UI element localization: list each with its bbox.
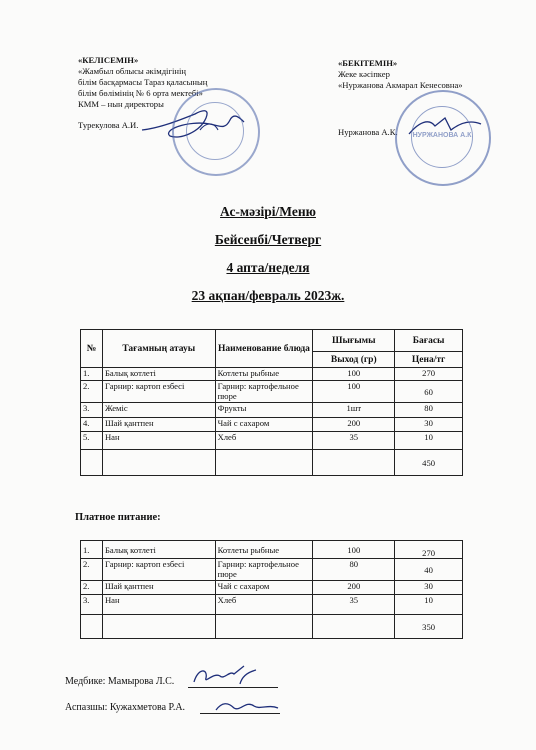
row-price: 80 <box>395 403 463 418</box>
approval-right-signer: Нуржанова А.К. <box>338 127 398 137</box>
approval-right-heading: «БЕКІТЕМІН» <box>338 58 398 68</box>
row-price: 270 <box>395 368 463 381</box>
row-name-ru: Чай с сахаром <box>215 418 313 432</box>
cook-signature <box>212 696 282 716</box>
approval-left-line: КММ – нын директоры <box>78 99 164 109</box>
total-price: 450 <box>395 450 463 476</box>
row-num: 2. <box>81 559 103 581</box>
total-price: 350 <box>395 615 463 639</box>
day-title: Бейсенбі/Четверг <box>214 232 322 247</box>
row-name-ru: Котлеты рыбные <box>215 541 313 559</box>
row-price: 30 <box>395 581 463 595</box>
table-row <box>81 559 463 581</box>
row-output: 35 <box>313 432 395 450</box>
nurse-label: Медбике: Мамырова Л.С. <box>65 676 175 687</box>
row-name-kz: Нан <box>102 595 215 615</box>
week-title: 4 апта/неделя <box>226 260 310 275</box>
row-price: 270 <box>395 541 463 559</box>
col-output-sub-header: Выход (гр) <box>313 352 395 368</box>
row-name-kz: Шай қантпен <box>102 581 215 595</box>
table-row <box>81 403 463 418</box>
total-row <box>81 450 463 476</box>
row-num: 3. <box>81 403 103 418</box>
row-name-kz: Гарнир: картоп езбесі <box>102 559 215 581</box>
table-row <box>81 418 463 432</box>
approval-left-line: білім бөлімінің № 6 орта мектебі» <box>78 88 203 98</box>
menu-table <box>80 329 463 476</box>
col-output-header: Шығымы <box>313 330 395 352</box>
entrepreneur-stamp <box>395 90 491 186</box>
row-name-ru: Гарнир: картофельное пюре <box>215 559 313 581</box>
row-num: 2. <box>81 581 103 595</box>
row-name-ru: Котлеты рыбные <box>215 368 313 381</box>
row-output: 100 <box>313 541 395 559</box>
row-name-kz: Нан <box>102 432 215 450</box>
table-row <box>81 581 463 595</box>
row-price: 60 <box>395 381 463 403</box>
table-row <box>81 595 463 615</box>
row-name-kz: Шай қантпен <box>102 418 215 432</box>
col-name-ru-header: Наименование блюда <box>215 330 313 368</box>
row-num: 1. <box>81 541 103 559</box>
nurse-signature <box>190 662 260 690</box>
approval-left-line: білім басқармасы Тараз қаласының <box>78 77 208 87</box>
menu-title: Ас-мәзірі/Меню <box>220 204 316 219</box>
row-output: 200 <box>313 581 395 595</box>
row-name-ru: Хлеб <box>215 595 313 615</box>
row-num: 4. <box>81 418 103 432</box>
row-output: 1шт <box>313 403 395 418</box>
row-num: 2. <box>81 381 103 403</box>
row-output: 35 <box>313 595 395 615</box>
approval-left-line: «Жамбыл облысы әкімдігінің <box>78 66 186 76</box>
row-num: 1. <box>81 368 103 381</box>
row-price: 10 <box>395 595 463 615</box>
approval-right <box>338 58 463 91</box>
row-num: 3. <box>81 595 103 615</box>
approval-right-line: Жеке кәсіпкер <box>338 69 390 79</box>
col-price-header: Бағасы <box>395 330 463 352</box>
row-name-kz: Гарнир: картоп езбесі <box>102 381 215 403</box>
approval-left-signer: Турекулова А.И. <box>78 120 139 130</box>
stamp-text: НУРЖАНОВА А.К. <box>412 132 474 139</box>
col-name-kz-header: Тағамның атауы <box>102 330 215 368</box>
row-name-ru: Фрукты <box>215 403 313 418</box>
row-price: 40 <box>395 559 463 581</box>
row-name-kz: Балық котлеті <box>102 368 215 381</box>
table-row <box>81 368 463 381</box>
row-price: 30 <box>395 418 463 432</box>
table-row <box>81 432 463 450</box>
table-row <box>81 541 463 559</box>
col-price-sub-header: Цена/тг <box>395 352 463 368</box>
col-num-header: № <box>81 330 103 368</box>
row-output: 80 <box>313 559 395 581</box>
row-num: 5. <box>81 432 103 450</box>
row-name-ru: Хлеб <box>215 432 313 450</box>
row-name-ru: Гарнир: картофельное пюре <box>215 381 313 403</box>
row-name-kz: Жеміс <box>102 403 215 418</box>
approval-left-heading: «КЕЛІСЕМІН» <box>78 55 139 65</box>
approval-right-line: «Нуржанова Акмарал Кенесовна» <box>338 80 463 90</box>
row-name-ru: Чай с сахаром <box>215 581 313 595</box>
date-title: 23 ақпан/февраль 2023ж. <box>191 288 345 303</box>
paid-table <box>80 540 463 639</box>
row-price: 10 <box>395 432 463 450</box>
school-stamp <box>172 88 260 176</box>
total-row <box>81 615 463 639</box>
row-name-kz: Балық котлеті <box>102 541 215 559</box>
row-output: 100 <box>313 381 395 403</box>
table-row <box>81 381 463 403</box>
row-output: 200 <box>313 418 395 432</box>
row-output: 100 <box>313 368 395 381</box>
cook-label: Аспазшы: Кужахметова Р.А. <box>65 702 186 713</box>
paid-meals-label: Платное питание: <box>75 512 161 523</box>
